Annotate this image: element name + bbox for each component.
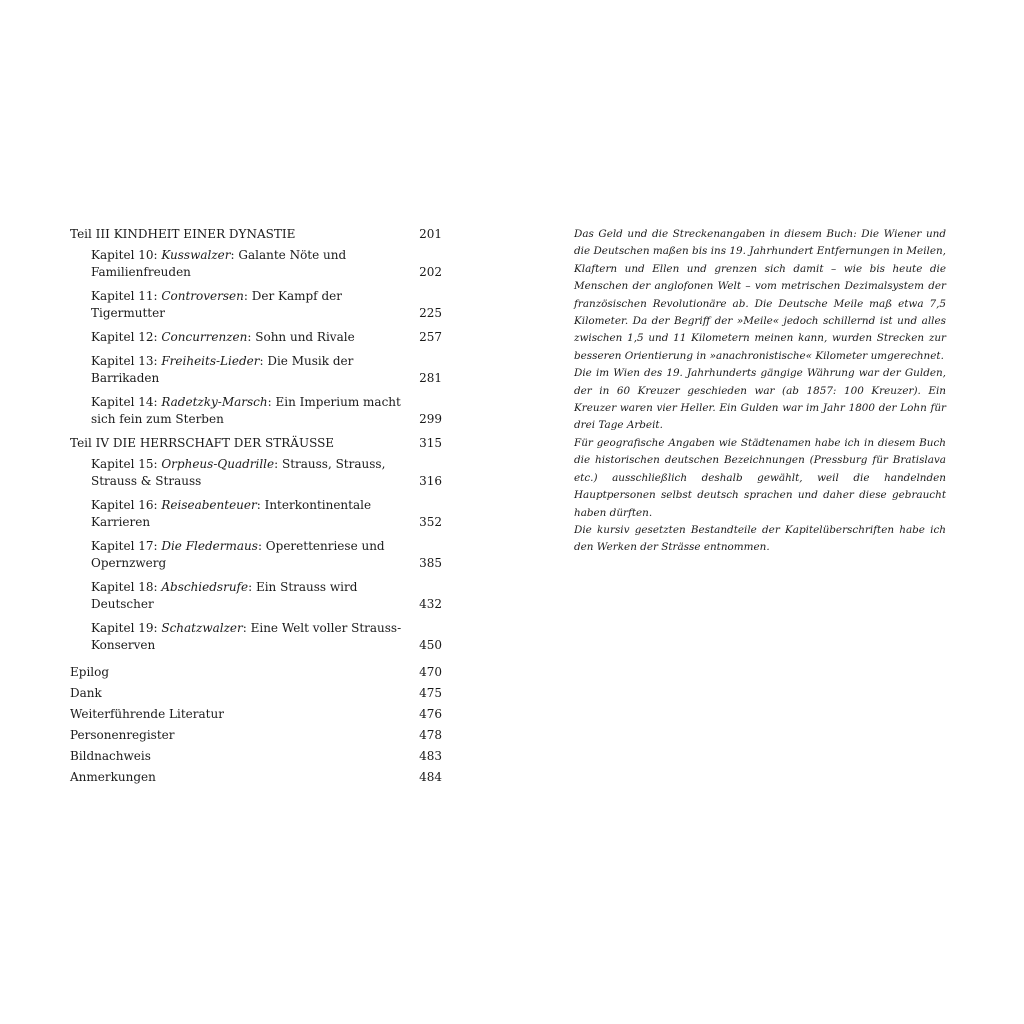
toc-chapter-title: : Ein Strauss wird Deutscher	[91, 580, 358, 611]
toc-label: Anmerkungen	[70, 770, 156, 784]
toc-chapter-prefix: Kapitel 15:	[91, 457, 162, 471]
toc-page-number: 315	[419, 436, 442, 450]
toc-page-number: 385	[419, 556, 442, 570]
note-paragraph: Die kursiv gesetzten Bestandteile der Kapitelüberschriften habe ich den Werken der Strässe entnommen.	[574, 523, 946, 554]
toc-label: Personenregister	[70, 728, 175, 742]
toc-page-number: 475	[419, 686, 442, 700]
toc-page-number: 470	[419, 665, 442, 679]
toc-label: Bildnachweis	[70, 749, 151, 763]
toc-chapter-title: : Interkontinentale Karrieren	[91, 498, 372, 529]
toc-chapter-title: : Strauss, Strauss, Strauss & Strauss	[91, 457, 386, 488]
toc-label: Weiterführende Literatur	[70, 707, 224, 721]
toc-chapter-prefix: Kapitel 18:	[91, 580, 162, 594]
toc-literatur	[70, 706, 442, 723]
toc-chapter-16	[91, 497, 442, 531]
toc-page-number: 281	[419, 371, 442, 385]
toc-chapter-title: : Operettenriese und Opernzwerg	[91, 539, 385, 570]
toc-chapter-italic: Abschiedsrufe	[161, 580, 249, 594]
toc-chapter-14	[91, 394, 442, 428]
toc-page-number: 476	[419, 707, 442, 721]
toc-chapter-title: : Die Musik der Barrikaden	[91, 354, 354, 385]
toc-bildnachweis	[70, 748, 442, 765]
toc-label: Epilog	[70, 665, 110, 679]
toc-chapter-title: : Der Kampf der Tigermutter	[91, 289, 342, 320]
toc-label: Teil IV DIE HERRSCHAFT DER STRÄUSSE	[70, 436, 335, 450]
toc-page-number: 432	[419, 597, 442, 611]
toc-page-number: 202	[419, 265, 442, 279]
note-paragraph: Das Geld und die Streckenangaben in diesem Buch: Die Wiener und die Deutschen maßen bis ins 19. Jahrhundert Entfernungen in Meilen, Klaftern und Ellen und grenzen sich damit – wie bis heute die Menschen der anglofonen Welt – vom metrischen Dezimalsystem der französischen Revolutionäre ab. Die Deutsche Meile maß etwa 7,5 Kilometer. Da der Begriff der »Meile« jedoch schillernd ist und alles zwischen 1,5 und 11 Kilometern meinen kann, wurden Strecken zur besseren Orientierung in »anachronistische« Kilometer umgerechnet.	[574, 228, 946, 362]
toc-chapter-italic: Freiheits-Lieder	[161, 354, 260, 368]
toc-chapter-italic: Die Fledermaus	[161, 539, 258, 553]
toc-personenregister	[70, 727, 442, 744]
toc-chapter-italic: Kusswalzer	[161, 248, 231, 262]
toc-chapter-italic: Schatzwalzer	[161, 621, 243, 635]
toc-page-number: 257	[419, 330, 442, 344]
toc-chapter-prefix: Kapitel 13:	[91, 354, 162, 368]
toc-chapter-italic: Concurrenzen	[161, 330, 248, 344]
toc-page-number: 201	[419, 227, 442, 241]
toc-epilog	[70, 664, 442, 681]
table-of-contents	[70, 226, 442, 790]
toc-chapter-prefix: Kapitel 11:	[91, 289, 162, 303]
toc-chapter-17	[91, 538, 442, 572]
toc-chapter-15	[91, 456, 442, 490]
toc-chapter-18	[91, 579, 442, 613]
toc-chapter-title: : Eine Welt voller Strauss-Konserven	[91, 621, 402, 652]
toc-chapter-title: : Sohn und Rivale	[247, 330, 355, 344]
toc-part-4	[70, 435, 442, 452]
toc-chapter-prefix: Kapitel 12:	[91, 330, 162, 344]
toc-chapter-prefix: Kapitel 19:	[91, 621, 162, 635]
toc-chapter-italic: Radetzky-Marsch	[161, 395, 268, 409]
toc-chapter-title: : Galante Nöte und Familienfreuden	[91, 248, 347, 279]
toc-chapter-prefix: Kapitel 10:	[91, 248, 162, 262]
toc-page-number: 299	[419, 412, 442, 426]
toc-anmerkungen	[70, 769, 442, 786]
toc-part-3	[70, 226, 442, 243]
toc-chapter-prefix: Kapitel 14:	[91, 395, 162, 409]
toc-chapter-prefix: Kapitel 17:	[91, 539, 162, 553]
toc-page-number: 484	[419, 770, 442, 784]
editorial-note	[574, 226, 946, 557]
toc-page-number: 450	[419, 638, 442, 652]
toc-chapter-italic: Controversen	[161, 289, 244, 303]
toc-page-number: 478	[419, 728, 442, 742]
toc-chapter-12	[91, 329, 442, 346]
toc-chapter-italic: Reiseabenteuer	[161, 498, 257, 512]
toc-chapter-19	[91, 620, 442, 654]
toc-chapter-11	[91, 288, 442, 322]
note-paragraph: Für geografische Angaben wie Städtenamen habe ich in diesem Buch die historischen deutschen Bezeichnungen (Pressburg für Bratislava etc.) ausschließlich deshalb gewählt, weil die handelnden Hauptpersonen selbst deutsch sprachen und daher diese gebraucht haben dürften.	[574, 436, 946, 519]
toc-chapter-13	[91, 353, 442, 387]
toc-chapter-title: : Ein Imperium macht sich fein zum Sterben	[91, 395, 401, 426]
toc-label: Teil III KINDHEIT EINER DYNASTIE	[70, 227, 296, 241]
toc-chapter-italic: Orpheus-Quadrille	[161, 457, 275, 471]
toc-chapter-prefix: Kapitel 16:	[91, 498, 162, 512]
note-paragraph: Die im Wien des 19. Jahrhunderts gängige Währung war der Gulden, der in 60 Kreuzer geschieden war (ab 1857: 100 Kreuzer). Ein Kreuzer waren vier Heller. Ein Gulden war im Jahr 1800 der Lohn für drei Tage Arbeit.	[574, 367, 946, 432]
toc-page-number: 316	[419, 474, 442, 488]
toc-page-number: 483	[419, 749, 442, 763]
toc-page-number: 352	[419, 515, 442, 529]
toc-dank	[70, 685, 442, 702]
toc-label: Dank	[70, 686, 102, 700]
toc-page-number: 225	[419, 306, 442, 320]
toc-chapter-10	[91, 247, 442, 281]
